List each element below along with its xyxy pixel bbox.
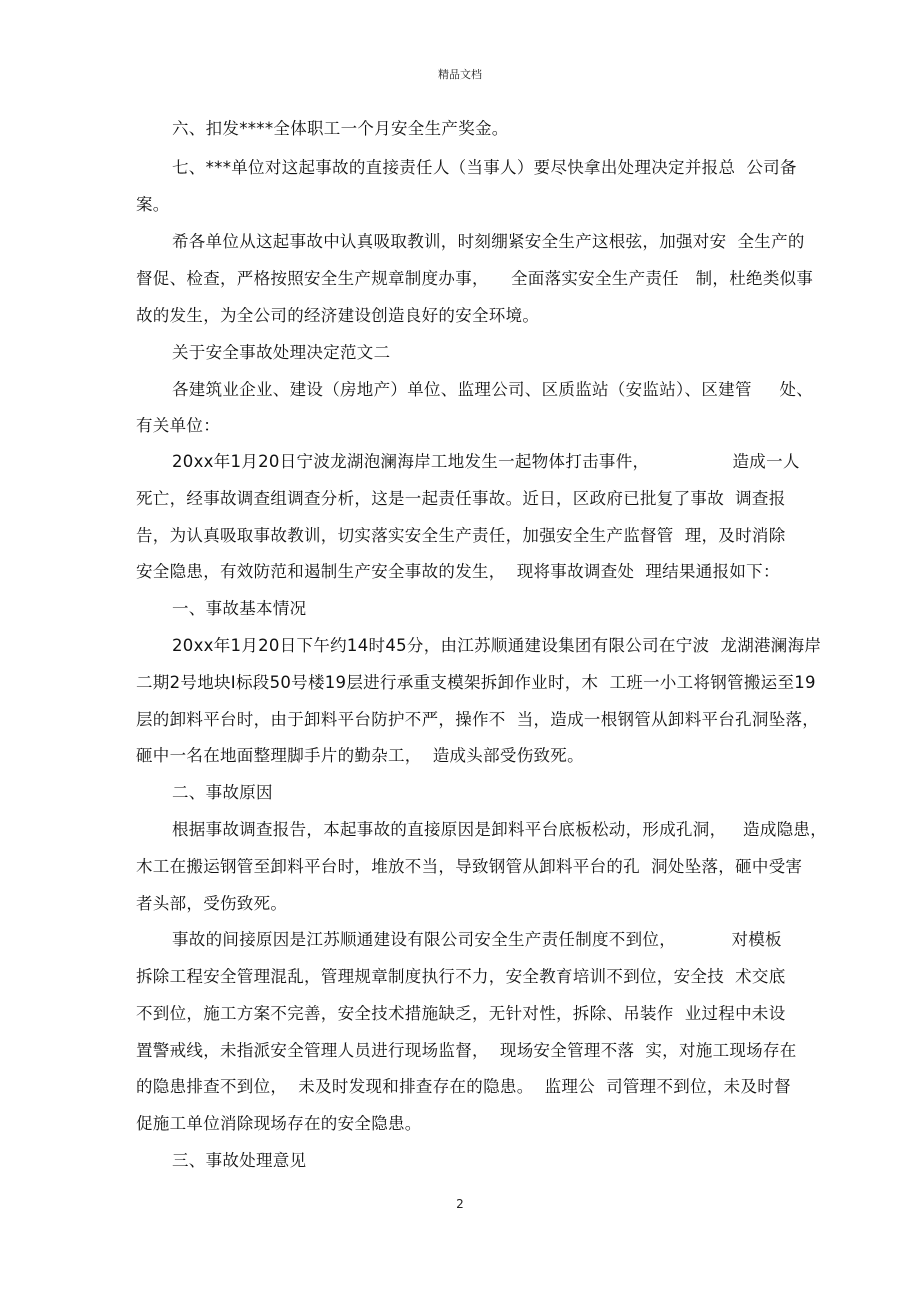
paragraph-line: 死亡，经事故调查组调查分析，这是一起责任事故。近日，区政府已批复了事故 调查报	[136, 489, 786, 508]
paragraph-line: 根据事故调查报告，本起事故的直接原因是卸料平台底板松动，形成孔洞， 造成隐患，	[172, 820, 828, 839]
paragraph-line: 案。	[136, 195, 170, 214]
page-header: 精品文档	[438, 68, 482, 81]
section-heading: 二、事故原因	[172, 783, 273, 802]
paragraph-line: 二期2号地块I标段50号楼19层进行承重支模架拆卸作业时，木 工班一小工将钢管搬运至19	[136, 673, 816, 692]
paragraph-line: 不到位，施工方案不完善，安全技术措施缺乏，无针对性，拆除、吊装作 业过程中未设	[136, 1004, 786, 1023]
paragraph-line: 木工在搬运钢管至卸料平台时，堆放不当，导致钢管从卸料平台的孔 洞处坠落，砸中受害	[136, 857, 803, 876]
paragraph-line: 事故的间接原因是江苏顺通建设有限公司安全生产责任制度不到位， 对模板	[172, 930, 782, 949]
paragraph-line: 六、扣发****全体职工一个月安全生产奖金。	[172, 119, 509, 138]
paragraph-line: 有关单位：	[136, 416, 220, 435]
paragraph-line: 安全隐患，有效防范和遏制生产安全事故的发生， 现将事故调查处 理结果通报如下：	[136, 562, 780, 581]
paragraph-line: 各建筑业企业、建设（房地产）单位、监理公司、区质监站（安监站）、区建管 处、	[172, 380, 814, 399]
paragraph-line: 拆除工程安全管理混乱，管理规章制度执行不力，安全教育培训不到位，安全技 术交底	[136, 967, 786, 986]
paragraph-line: 20xx年1月20日下午约14时45分，由江苏顺通建设集团有限公司在宁波 龙湖港澜海岸	[172, 636, 822, 655]
section-heading: 一、事故基本情况	[172, 599, 307, 618]
paragraph-line: 故的发生，为全公司的经济建设创造良好的安全环境。	[136, 306, 540, 325]
paragraph-line: 促施工单位消除现场存在的安全隐患。	[136, 1114, 422, 1133]
section-heading: 三、事故处理意见	[172, 1151, 307, 1170]
paragraph-line: 告，为认真吸取事故教训，切实落实安全生产责任，加强安全生产监督管 理，及时消除	[136, 526, 786, 545]
paragraph-line: 督促、检查，严格按照安全生产规章制度办事， 全面落实安全生产责任 制，杜绝类似事	[136, 269, 814, 288]
section-heading: 关于安全事故处理决定范文二	[172, 343, 391, 362]
paragraph-line: 置警戒线，未指派安全管理人员进行现场监督， 现场安全管理不落 实，对施工现场存在	[136, 1041, 797, 1060]
paragraph-line: 20xx年1月20日宁波龙湖泡澜海岸工地发生一起物体打击事件， 造成一人	[172, 452, 800, 471]
paragraph-line: 七、***单位对这起事故的直接责任人（当事人）要尽快拿出处理决定并报总 公司备	[172, 158, 797, 177]
page-number: 2	[456, 1197, 464, 1211]
paragraph-line: 的隐患排查不到位， 未及时发现和排查存在的隐患。 监理公 司管理不到位，未及时督	[136, 1077, 791, 1096]
paragraph-line: 砸中一名在地面整理脚手片的勤杂工， 造成头部受伤致死。	[136, 746, 584, 765]
paragraph-line: 层的卸料平台时，由于卸料平台防护不严，操作不 当，造成一根钢管从卸料平台孔洞坠落，	[136, 710, 820, 729]
paragraph-line: 者头部，受伤致死。	[136, 894, 288, 913]
paragraph-line: 希各单位从这起事故中认真吸取教训，时刻绷紧安全生产这根弦，加强对安 全生产的	[172, 232, 805, 251]
